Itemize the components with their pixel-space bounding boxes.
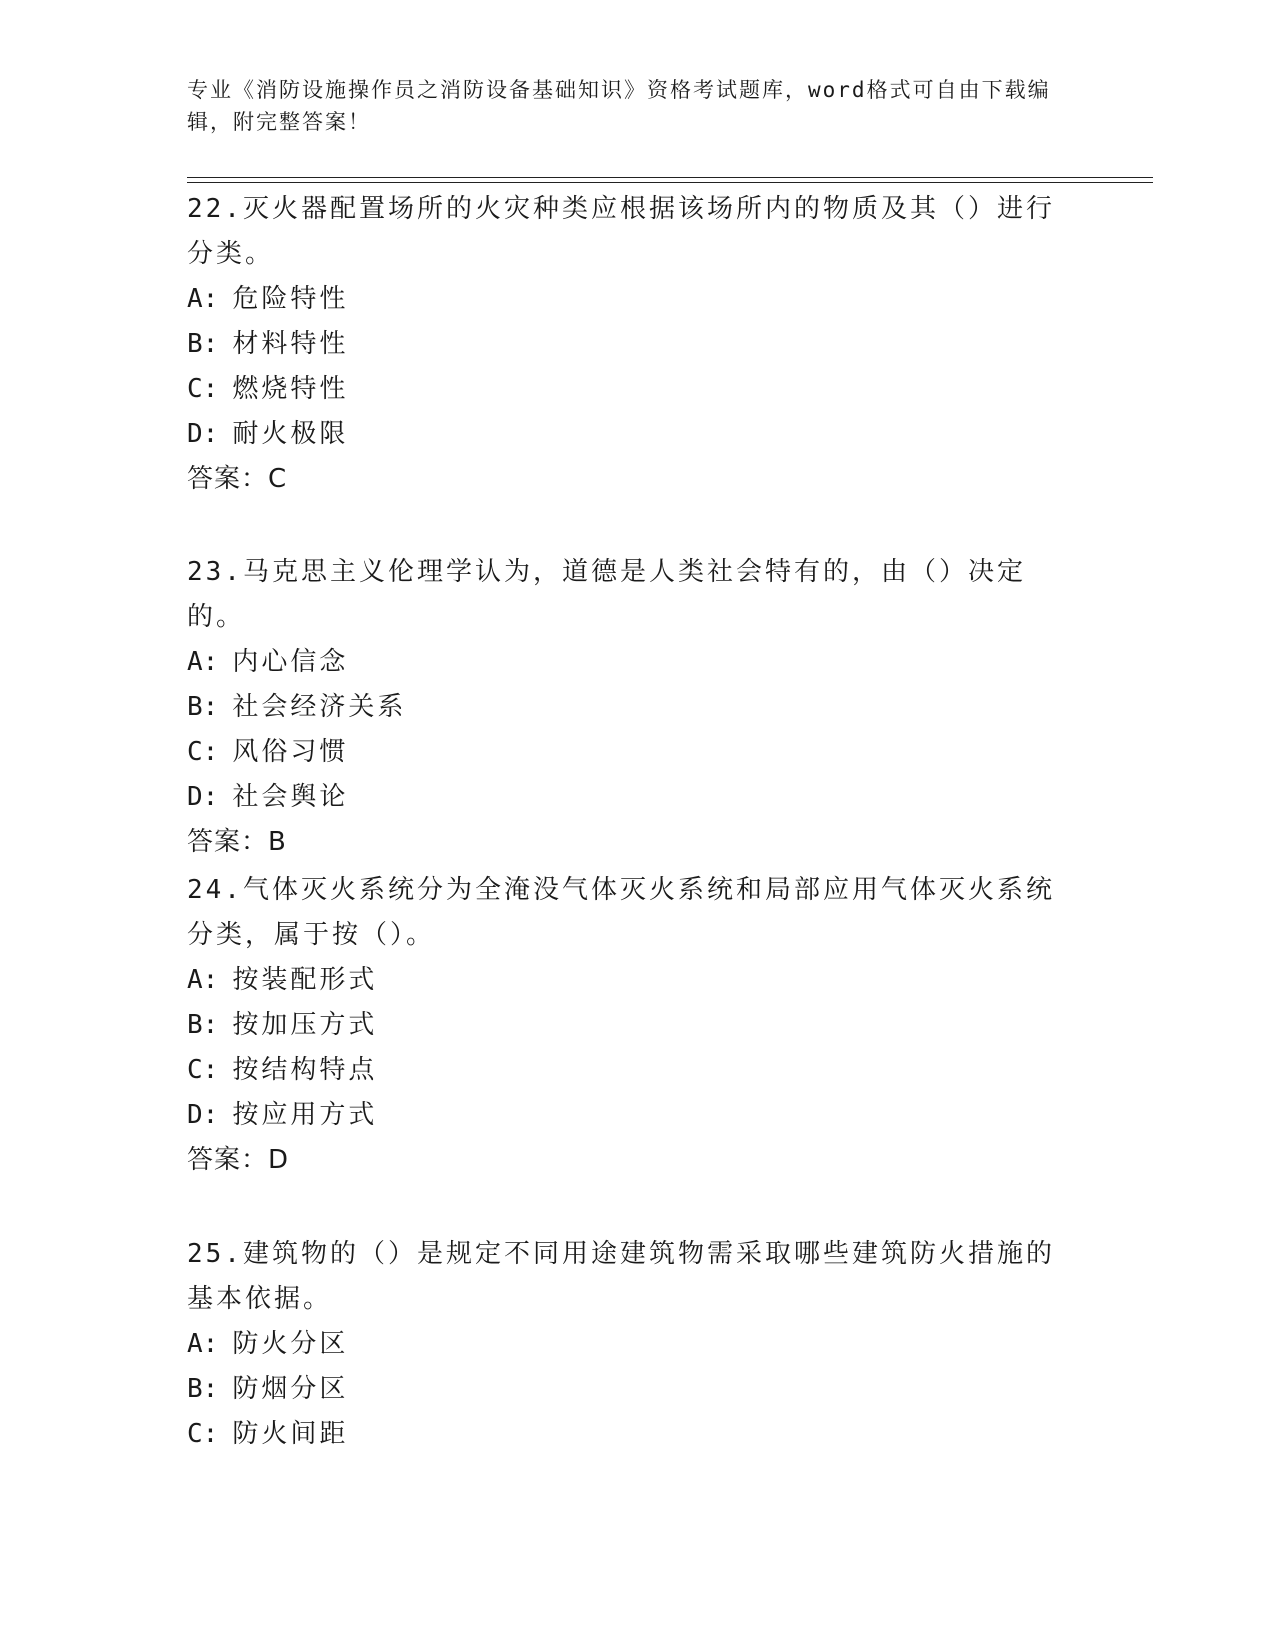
option-letter: A: bbox=[187, 1329, 219, 1359]
question-title: 22.灭火器配置场所的火灾种类应根据该场所内的物质及其（）进行分类。 bbox=[187, 194, 1055, 269]
option-letter: A: bbox=[187, 965, 219, 995]
option-text: 危险特性 bbox=[232, 284, 349, 314]
question-22 bbox=[187, 187, 1067, 502]
question-title: 25.建筑物的（）是规定不同用途建筑物需采取哪些建筑防火措施的基本依据。 bbox=[187, 1239, 1055, 1314]
option-b bbox=[187, 1003, 1067, 1048]
option-text: 社会舆论 bbox=[232, 782, 349, 812]
option-text: 耐火极限 bbox=[232, 419, 349, 449]
option-b bbox=[187, 1367, 1067, 1412]
option-a bbox=[187, 640, 1067, 685]
option-c bbox=[187, 730, 1067, 775]
option-letter: C: bbox=[187, 374, 219, 404]
question-23 bbox=[187, 550, 1067, 865]
option-c bbox=[187, 1048, 1067, 1093]
option-d bbox=[187, 412, 1067, 457]
option-letter: C: bbox=[187, 1419, 219, 1449]
option-text: 内心信念 bbox=[232, 647, 349, 677]
option-letter: D: bbox=[187, 419, 219, 449]
option-text: 按加压方式 bbox=[232, 1010, 378, 1040]
answer-label: 答案：B bbox=[187, 827, 287, 857]
option-b bbox=[187, 322, 1067, 367]
option-letter: B: bbox=[187, 692, 219, 722]
answer-label: 答案：D bbox=[187, 1145, 290, 1175]
option-text: 社会经济关系 bbox=[232, 692, 407, 722]
option-text: 防火间距 bbox=[232, 1419, 349, 1449]
option-letter: D: bbox=[187, 782, 219, 812]
question-title: 24.气体灭火系统分为全淹没气体灭火系统和局部应用气体灭火系统分类，属于按（）。 bbox=[187, 875, 1055, 950]
question-24 bbox=[187, 868, 1067, 1183]
option-text: 按应用方式 bbox=[232, 1100, 378, 1130]
option-letter: D: bbox=[187, 1100, 219, 1130]
option-text: 材料特性 bbox=[232, 329, 349, 359]
option-b bbox=[187, 685, 1067, 730]
option-text: 按结构特点 bbox=[232, 1055, 378, 1085]
option-text: 防火分区 bbox=[232, 1329, 349, 1359]
option-c bbox=[187, 367, 1067, 412]
option-d bbox=[187, 775, 1067, 820]
option-letter: B: bbox=[187, 1010, 219, 1040]
option-letter: A: bbox=[187, 284, 219, 314]
document-header-intro: 专业《消防设施操作员之消防设备基础知识》资格考试题库，word格式可自由下载编辑，附完整答案！ bbox=[187, 78, 1051, 134]
option-letter: B: bbox=[187, 1374, 219, 1404]
option-letter: B: bbox=[187, 329, 219, 359]
option-text: 按装配形式 bbox=[232, 965, 378, 995]
option-letter: C: bbox=[187, 1055, 219, 1085]
option-text: 燃烧特性 bbox=[232, 374, 349, 404]
option-a bbox=[187, 958, 1067, 1003]
option-text: 防烟分区 bbox=[232, 1374, 349, 1404]
option-text: 风俗习惯 bbox=[232, 737, 349, 767]
header-divider-top bbox=[187, 177, 1153, 178]
option-d bbox=[187, 1093, 1067, 1138]
option-letter: C: bbox=[187, 737, 219, 767]
answer-label: 答案：C bbox=[187, 464, 288, 494]
option-letter: A: bbox=[187, 647, 219, 677]
option-c bbox=[187, 1412, 1067, 1457]
question-title: 23.马克思主义伦理学认为，道德是人类社会特有的，由（）决定的。 bbox=[187, 557, 1026, 632]
question-25 bbox=[187, 1232, 1067, 1457]
option-a bbox=[187, 1322, 1067, 1367]
header-divider-bottom bbox=[187, 182, 1153, 183]
option-a bbox=[187, 277, 1067, 322]
